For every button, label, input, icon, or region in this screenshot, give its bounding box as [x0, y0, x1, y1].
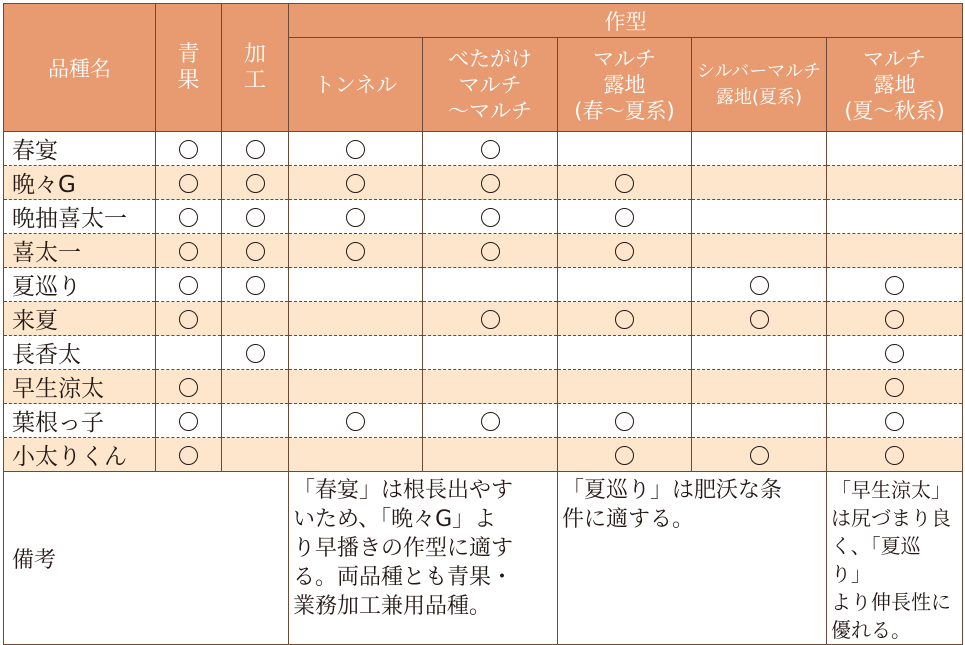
mark-cell	[289, 404, 423, 438]
table-row	[4, 132, 963, 166]
header-fresh-text: 青 果	[177, 41, 200, 93]
mark-cell	[156, 370, 222, 404]
header-crop-column	[827, 38, 963, 132]
mark-cell	[692, 268, 827, 302]
mark-cell	[156, 438, 222, 472]
suitable-circle-icon	[615, 412, 634, 431]
variety-name: 晩抽喜太一	[4, 200, 156, 234]
mark-cell	[423, 438, 558, 472]
mark-cell	[222, 302, 289, 336]
header-cropping-type: 作型	[289, 4, 963, 38]
mark-cell	[558, 268, 692, 302]
mark-cell	[423, 234, 558, 268]
suitable-circle-icon	[615, 310, 634, 329]
suitable-circle-icon	[346, 412, 365, 431]
header-crop-column	[558, 38, 692, 132]
mark-cell	[692, 370, 827, 404]
suitable-circle-icon	[481, 412, 500, 431]
mark-cell	[692, 132, 827, 166]
mark-cell	[289, 302, 423, 336]
mark-cell	[827, 302, 963, 336]
header-crop-column	[692, 38, 827, 132]
remark-line: り早播きの作型に適す	[293, 536, 514, 561]
remarks-note-2	[558, 472, 827, 645]
mark-cell	[558, 370, 692, 404]
remarks-note-1	[289, 472, 558, 645]
header-crop-column	[423, 38, 558, 132]
header-crop-column	[289, 38, 423, 132]
mark-cell	[423, 302, 558, 336]
suitable-circle-icon	[246, 140, 265, 159]
suitable-circle-icon	[615, 242, 634, 261]
variety-name: 来夏	[4, 302, 156, 336]
variety-table	[3, 3, 963, 645]
mark-cell	[558, 302, 692, 336]
mark-cell	[222, 404, 289, 438]
variety-name: 夏巡り	[4, 268, 156, 302]
remarks-note-3	[827, 472, 963, 645]
mark-cell	[423, 336, 558, 370]
suitable-circle-icon	[750, 446, 769, 465]
mark-cell	[222, 200, 289, 234]
mark-cell	[423, 132, 558, 166]
suitable-circle-icon	[346, 242, 365, 261]
remark-line: いため、「晩々G」よ	[293, 507, 497, 532]
mark-cell	[156, 302, 222, 336]
header-crop-line: (春～夏系)	[574, 98, 675, 123]
mark-cell	[289, 336, 423, 370]
header-crop-line: シルバーマルチ	[696, 60, 822, 82]
mark-cell	[558, 336, 692, 370]
variety-name: 喜太一	[4, 234, 156, 268]
suitable-circle-icon	[885, 344, 904, 363]
suitable-circle-icon	[615, 174, 634, 193]
table-row	[4, 268, 963, 302]
mark-cell	[692, 200, 827, 234]
suitable-circle-icon	[615, 446, 634, 465]
mark-cell	[156, 200, 222, 234]
suitable-circle-icon	[179, 310, 198, 329]
remark-line: く、「夏巡り」	[831, 534, 921, 586]
suitable-circle-icon	[615, 208, 634, 227]
suitable-circle-icon	[179, 276, 198, 295]
mark-cell	[692, 438, 827, 472]
remarks-label: 備考	[4, 472, 289, 645]
header-processing	[222, 4, 289, 132]
mark-cell	[222, 438, 289, 472]
suitable-circle-icon	[481, 310, 500, 329]
mark-cell	[156, 404, 222, 438]
variety-name: 小太りくん	[4, 438, 156, 472]
mark-cell	[222, 234, 289, 268]
suitable-circle-icon	[179, 174, 198, 193]
mark-cell	[827, 370, 963, 404]
remark-line: 件に適する。	[562, 507, 695, 532]
mark-cell	[289, 166, 423, 200]
remarks-row	[4, 472, 963, 645]
mark-cell	[423, 404, 558, 438]
suitable-circle-icon	[179, 446, 198, 465]
mark-cell	[692, 336, 827, 370]
mark-cell	[827, 166, 963, 200]
table-row	[4, 166, 963, 200]
remark-line: 業務加工兼用品種。	[293, 594, 492, 619]
variety-name: 晩々G	[4, 166, 156, 200]
header-crop-line: マルチ	[593, 46, 656, 71]
mark-cell	[289, 438, 423, 472]
mark-cell	[558, 132, 692, 166]
variety-name: 葉根っ子	[4, 404, 156, 438]
suitable-circle-icon	[481, 174, 500, 193]
mark-cell	[827, 132, 963, 166]
header-crop-line: 露地	[603, 72, 646, 97]
mark-cell	[222, 370, 289, 404]
header-fresh	[156, 4, 222, 132]
remark-line: より伸長性に	[831, 590, 951, 614]
suitable-circle-icon	[346, 140, 365, 159]
suitable-circle-icon	[179, 140, 198, 159]
suitable-circle-icon	[246, 174, 265, 193]
suitable-circle-icon	[346, 208, 365, 227]
remark-line: は尻づまり良	[831, 506, 951, 530]
header-crop-line: (夏～秋系)	[844, 98, 945, 123]
header-processing-text: 加 工	[243, 41, 266, 93]
mark-cell	[156, 336, 222, 370]
table-row	[4, 302, 963, 336]
mark-cell	[423, 370, 558, 404]
suitable-circle-icon	[750, 276, 769, 295]
mark-cell	[827, 404, 963, 438]
table-row	[4, 234, 963, 268]
suitable-circle-icon	[246, 208, 265, 227]
header-crop-line: トンネル	[313, 72, 398, 97]
suitable-circle-icon	[481, 140, 500, 159]
mark-cell	[558, 166, 692, 200]
suitable-circle-icon	[885, 412, 904, 431]
table-row	[4, 438, 963, 472]
mark-cell	[827, 438, 963, 472]
table-row	[4, 370, 963, 404]
mark-cell	[156, 268, 222, 302]
table-row	[4, 404, 963, 438]
mark-cell	[423, 166, 558, 200]
mark-cell	[156, 234, 222, 268]
remark-line: 優れる。	[831, 618, 911, 642]
header-crop-line: マルチ	[863, 46, 927, 71]
suitable-circle-icon	[750, 310, 769, 329]
header-variety: 品種名	[4, 4, 156, 132]
header-crop-line: 露地	[873, 72, 916, 97]
remark-line: る。両品種とも青果・	[293, 565, 514, 590]
mark-cell	[222, 268, 289, 302]
mark-cell	[558, 234, 692, 268]
suitable-circle-icon	[246, 242, 265, 261]
mark-cell	[289, 370, 423, 404]
mark-cell	[692, 302, 827, 336]
suitable-circle-icon	[179, 208, 198, 227]
variety-name: 早生涼太	[4, 370, 156, 404]
mark-cell	[222, 132, 289, 166]
mark-cell	[692, 404, 827, 438]
mark-cell	[558, 200, 692, 234]
mark-cell	[156, 132, 222, 166]
mark-cell	[827, 200, 963, 234]
mark-cell	[827, 234, 963, 268]
mark-cell	[289, 268, 423, 302]
suitable-circle-icon	[179, 378, 198, 397]
table-row	[4, 336, 963, 370]
suitable-circle-icon	[885, 276, 904, 295]
mark-cell	[156, 166, 222, 200]
header-crop-line: ～マルチ	[448, 98, 532, 123]
suitable-circle-icon	[246, 276, 265, 295]
suitable-circle-icon	[885, 446, 904, 465]
mark-cell	[827, 268, 963, 302]
table-row	[4, 200, 963, 234]
suitable-circle-icon	[481, 208, 500, 227]
variety-name: 長香太	[4, 336, 156, 370]
remark-line: 「早生涼太」	[831, 478, 951, 502]
suitable-circle-icon	[179, 412, 198, 431]
suitable-circle-icon	[179, 242, 198, 261]
mark-cell	[827, 336, 963, 370]
mark-cell	[289, 234, 423, 268]
remark-line: 「春宴」は根長出やす	[293, 478, 514, 503]
mark-cell	[692, 166, 827, 200]
mark-cell	[289, 200, 423, 234]
header-crop-line: べたがけ	[448, 46, 532, 71]
mark-cell	[558, 438, 692, 472]
suitable-circle-icon	[246, 344, 265, 363]
mark-cell	[222, 166, 289, 200]
mark-cell	[423, 268, 558, 302]
mark-cell	[558, 404, 692, 438]
mark-cell	[222, 336, 289, 370]
header-crop-line: マルチ	[458, 72, 522, 97]
suitable-circle-icon	[481, 242, 500, 261]
remark-line: 「夏巡り」は肥沃な条	[562, 478, 783, 503]
suitable-circle-icon	[346, 174, 365, 193]
suitable-circle-icon	[885, 310, 904, 329]
variety-name: 春宴	[4, 132, 156, 166]
mark-cell	[289, 132, 423, 166]
mark-cell	[423, 200, 558, 234]
header-crop-line: 露地(夏系)	[715, 86, 803, 108]
suitable-circle-icon	[885, 378, 904, 397]
mark-cell	[692, 234, 827, 268]
